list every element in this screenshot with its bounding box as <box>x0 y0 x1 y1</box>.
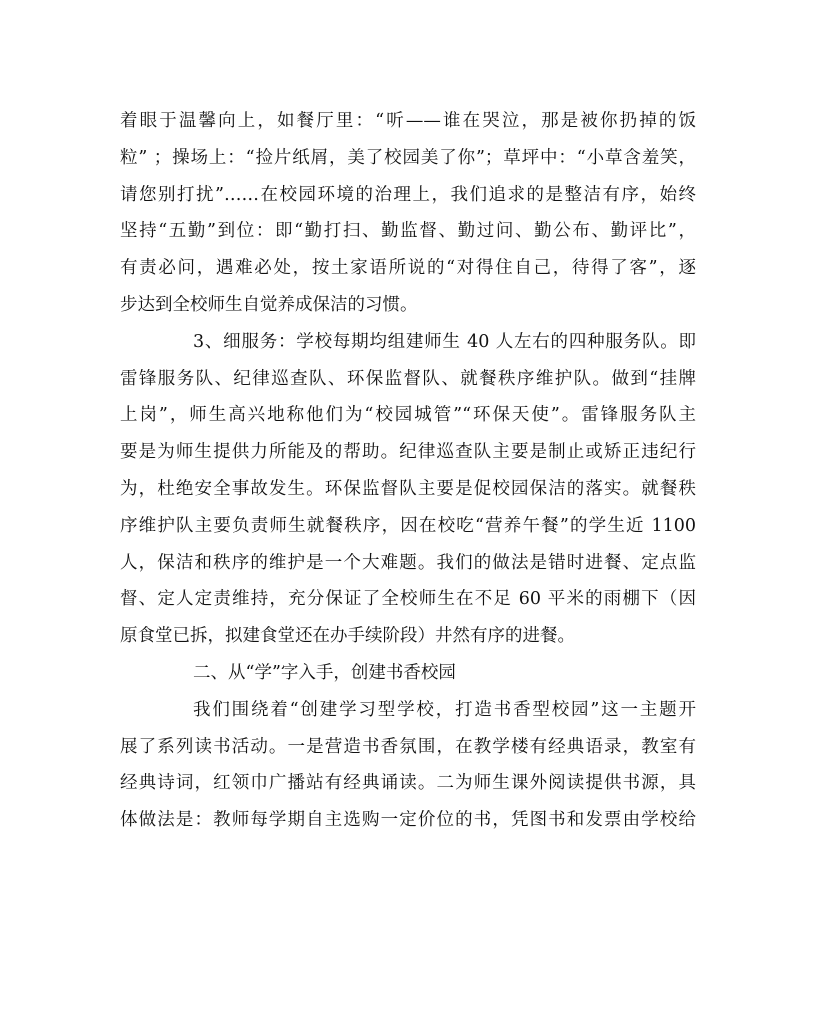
document-body <box>120 103 696 839</box>
text-line: 序维护队主要负责师生就餐秩序，因在校吃“营养午餐”的学生近 1100 <box>120 515 696 536</box>
section-heading: 二、从“学”字入手，创建书香校园 <box>193 662 456 683</box>
text-line: 坚持“五勤”到位：即“勤打扫、勤监督、勤过问、勤公布、勤评比”， <box>120 221 696 242</box>
text-line: 经典诗词，红领巾广播站有经典诵读。二为师生课外阅读提供书源，具 <box>120 773 696 794</box>
text-line: 要是为师生提供力所能及的帮助。纪律巡查队主要是制止或矫正违纪行 <box>120 442 696 463</box>
text-line: 步达到全校师生自觉养成保洁的习惯。 <box>120 294 418 315</box>
text-line: 有责必问，遇难必处，按土家语所说的“对得住自己，待得了客”，逐 <box>120 258 696 279</box>
text-line: 粒” ；操场上：“捡片纸屑，美了校园美了你”；草坪中：“小草含羞笑， <box>120 147 696 168</box>
text-line: 着眼于温馨向上，如餐厅里：“听——谁在哭泣，那是被你扔掉的饭 <box>120 111 696 131</box>
paragraph-start-line: 我们围绕着“创建学习型学校，打造书香型校园”这一主题开 <box>193 699 696 720</box>
text-line: 请您别打扰”……在校园环境的治理上，我们追求的是整洁有序，始终 <box>120 184 696 205</box>
text-line: 展了系列读书活动。一是营造书香氛围，在教学楼有经典语录，教室有 <box>120 736 696 757</box>
text-line: 原食堂已拆，拟建食堂还在办手续阶段）井然有序的进餐。 <box>120 626 575 647</box>
text-line: 上岗”，师生高兴地称他们为“校园城管”“环保天使”。雷锋服务队主 <box>120 405 696 426</box>
text-line: 人，保洁和秩序的维护是一个大难题。我们的做法是错时进餐、定点监 <box>120 552 696 573</box>
text-line: 体做法是：教师每学期自主选购一定价位的书，凭图书和发票由学校给 <box>120 810 696 831</box>
text-line: 雷锋服务队、纪律巡查队、环保监督队、就餐秩序维护队。做到“挂牌 <box>120 368 696 389</box>
text-line: 督、定人定责维持，充分保证了全校师生在不足 60 平米的雨棚下（因 <box>120 589 696 610</box>
paragraph-start-line: 3、细服务：学校每期均组建师生 40 人左右的四种服务队。即 <box>193 331 696 352</box>
text-line: 为，杜绝安全事故发生。环保监督队主要是促校园保洁的落实。就餐秩 <box>120 478 696 499</box>
